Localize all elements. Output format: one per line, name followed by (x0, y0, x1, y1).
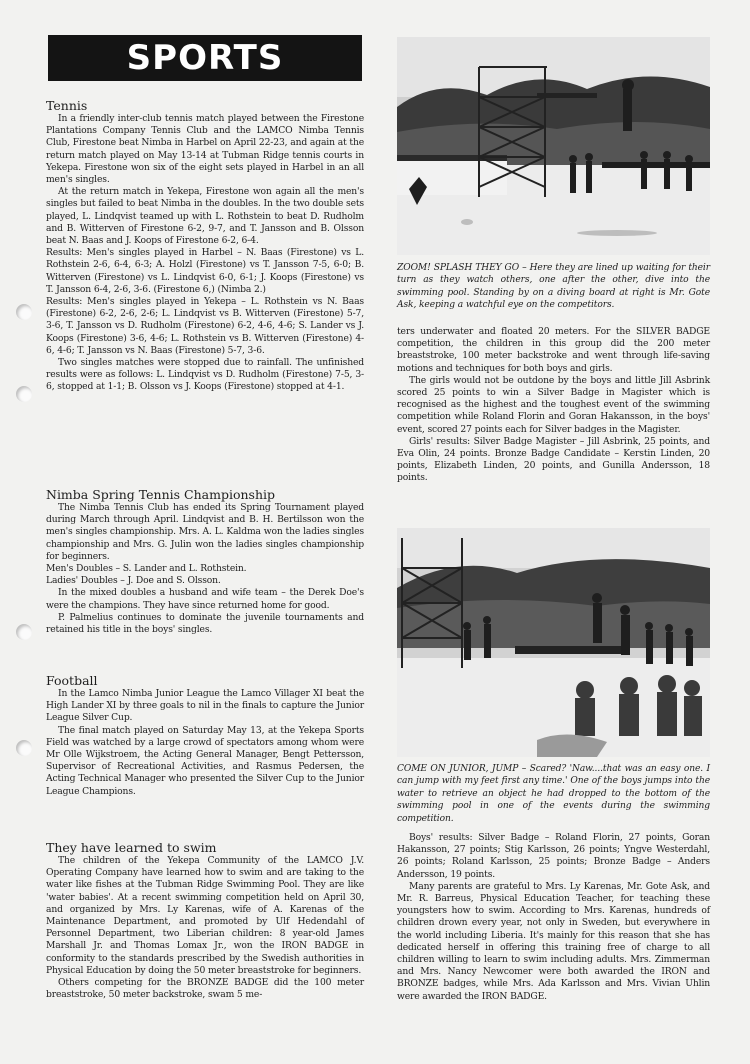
nimba-paragraph: The Nimba Tennis Club has ended its Spring Tournament played during March through April. Lindqvist and B. H. Bertilsson won the men's singles championship. Mrs. A. L. Kaldma won the ladies singles championship and Mrs. G. Julin won the ladies singles championship for beginners. (46, 502, 364, 562)
photo-caption: COME ON JUNIOR, JUMP – Scared? 'Naw....that was an easy one. I can jump with my feet first any time.' One of the boys jumps into the water to retrieve an object he had dropped to the bottom of the swimming pool in one of the events during the swimming competition. (397, 764, 710, 824)
swim-girls-results: Girls' results: Silver Badge Magister – Jill Asbrink, 25 points, and Eva Olin, 24 points. Bronze Badge Candidate – Kerstin Linden, 20 points, Elizabeth Linden, 20 points, and Gunilla Andersson, 18 points. (397, 435, 710, 484)
nimba-article (46, 487, 364, 636)
swim-heading: They have learned to swim (46, 840, 217, 855)
binder-hole (16, 624, 32, 640)
binder-hole (16, 386, 32, 402)
caption-block (397, 262, 710, 312)
tennis-heading: Tennis (46, 98, 88, 113)
photo-caption: ZOOM! SPLASH THEY GO – Here they are lined up waiting for their turn as they watch others, one after the other, dive into the swimming pool. Standing by on a diving board at right is Mr. Gote Ask, keeping a watchful eye on the competitors. (397, 263, 710, 311)
caption-block (397, 763, 710, 825)
swim-paragraph: Others competing for the BRONZE BADGE did the 100 meter breaststroke, 50 meter backstroke, swam 5 me- (46, 977, 364, 1001)
binder-hole (16, 740, 32, 756)
tennis-paragraph: In a friendly inter-club tennis match played between the Firestone Plantations Company Tennis Club and the LAMCO Nimba Tennis Club, Firestone beat Nimba in Harbel on April 22-23, and again at the return match played on May 13-14 at Tubman Ridge tennis courts in Yekepa. Firestone won six of the eight sets played in Harbel in an all men's singles. (46, 113, 364, 186)
left-column (46, 0, 364, 1064)
swim-continued (397, 326, 710, 485)
nimba-paragraph: P. Palmelius continues to dominate the juvenile tournaments and retained his title in the boys' singles. (46, 611, 364, 636)
swim-paragraph: The girls would not be outdone by the boys and little Jill Asbrink scored 25 points to win a Silver Badge in Magister which is recognised as the highest and the toughest event of the swimming competition while Roland Florin and Goran Hakansson, in the boys' event, scored 27 points each for Silver badges in the Magister. (397, 374, 710, 435)
swim-continued (397, 832, 710, 1003)
tennis-results-harbel: Results: Men's singles played in Harbel – N. Baas (Firestone) vs L. Rothstein 2-6, 6-4, 6-3; A. Holzl (Firestone) vs T. Jansson 7-5, 6-0; B. Witterven (Firestone) vs L. Lindqvist 6-0, 6-1; J. Koops (Firestone) vs T. Jansson 6-4, 2-6, 3-6. (Firestone 6,) (Nimba 2.) (46, 247, 364, 295)
nimba-heading: Nimba Spring Tennis Championship (46, 487, 275, 502)
nimba-paragraph: In the mixed doubles a husband and wife team – the Derek Doe's were the champions. They have since returned home for good. (46, 587, 364, 611)
swim-article (46, 840, 364, 1001)
tennis-results-yekepa: Results: Men's singles played in Yekepa – L. Rothstein vs N. Baas (Firestone) 6-2, 2-6, 2-6; L. Lindqvist vs B. Witterven (Firestone) 5-7, 3-6, T. Jansson vs D. Rudholm (Firestone) 6-2, 4-6, 4-6; S. Lander vs J. Koops (Firestone) 3-6, 4-6; L. Rothstein vs B. Witterven (Firestone) 4-6, 4-6; T. Jansson vs N. Baas (Firestone) 5-7, 3-6. (46, 296, 364, 356)
tennis-paragraph: At the return match in Yekepa, Firestone won again all the men's singles but failed to beat Nimba in the doubles. In the two double sets played, L. Lindqvist teamed up with L. Rothstein to beat D. Rudholm and B. Witterven of Firestone 6-2, 9-7, and T. Jansson and B. Olsson beat N. Baas and J. Koops of Firestone 6-2, 6-4. (46, 186, 364, 247)
tennis-article (46, 98, 364, 394)
football-article (46, 673, 364, 798)
binder-hole (16, 304, 32, 320)
right-column (397, 0, 710, 1064)
football-paragraph: The final match played on Saturday May 13, at the Yekepa Sports Field was watched by a large crowd of spectators among whom were Mr Olle Wijkstroem, the Acting General Manager, Bengt Pettersson, Supervisor of Recreational Activities, and Rasmus Pedersen, the Acting Technical Manager who presented the Silver Cup to the Junior League Champions. (46, 724, 364, 797)
swim-paragraph: The children of the Yekepa Community of the LAMCO J.V. Operating Company have learned how to swim and are taking to the water like fishes at the Tubman Ridge Swimming Pool. They are like 'water babies'. At a recent swimming competition held on April 30, and organized by Mrs. Ly Karenas, wife of A. Karenas of the Maintenance Department, and promoted by Ulf Hedendahl of Personnel Department, two Liberian children: 8 year-old James Marshall Jr. and Thomas Lomax Jr., won the IRON BADGE in conformity to the standards prescribed by the Swedish authorities in Physical Education by doing the 50 meter breaststroke for beginners. (46, 855, 364, 976)
nimba-ladies-doubles: Ladies' Doubles – J. Doe and S. Olsson. (46, 575, 221, 587)
tennis-paragraph: Two singles matches were stopped due to rainfall. The unfinished results were as follows: L. Lindqvist vs D. Rudholm (Firestone) 7-5, 3-6, stopped at 1-1; B. Olsson vs J. Koops (Firestone) stopped at 4-1. (46, 357, 364, 393)
diving-photo (397, 37, 710, 255)
swim-paragraph: ters underwater and floated 20 meters. For the SILVER BADGE competition, the children in this group did the 200 meter breaststroke, 100 meter backstroke and went through life-saving motions and techniques for both boys and girls. (397, 326, 710, 374)
section-banner: SPORTS (48, 35, 362, 81)
jump-photo (397, 528, 710, 757)
swim-paragraph: Many parents are grateful to Mrs. Ly Karenas, Mr. Gote Ask, and Mr. R. Barreus, Physical Education Teacher, for teaching these youngsters how to swim. According to Mrs. Karenas, hundreds of children drown every year, not only in Sweden, but everywhere in the world including Liberia. It's mainly for this reason that she has dedicated herself in offering this training free of charge to all children willing to learn to swim including adults. Mrs. Zimmerman and Mrs. Nancy Newcomer were both awarded the IRON and BRONZE badges, while Mrs. Ada Karlsson and Mrs. Vivian Uhlin were awarded the IRON BADGE. (397, 880, 710, 1002)
football-paragraph: In the Lamco Nimba Junior League the Lamco Villager XI beat the High Lander XI by three goals to nil in the finals to capture the Junior League Silver Cup. (46, 688, 364, 724)
swim-boys-results: Boys' results: Silver Badge – Roland Florin, 27 points, Goran Hakansson, 27 points; Stig Karlsson, 26 points; Yngve Westerdahl, 26 points; Roland Karlsson, 25 points; Bronze Badge – Anders Andersson, 19 points. (397, 832, 710, 880)
football-heading: Football (46, 673, 98, 688)
nimba-mens-doubles: Men's Doubles – S. Lander and L. Rothstein. (46, 563, 247, 575)
